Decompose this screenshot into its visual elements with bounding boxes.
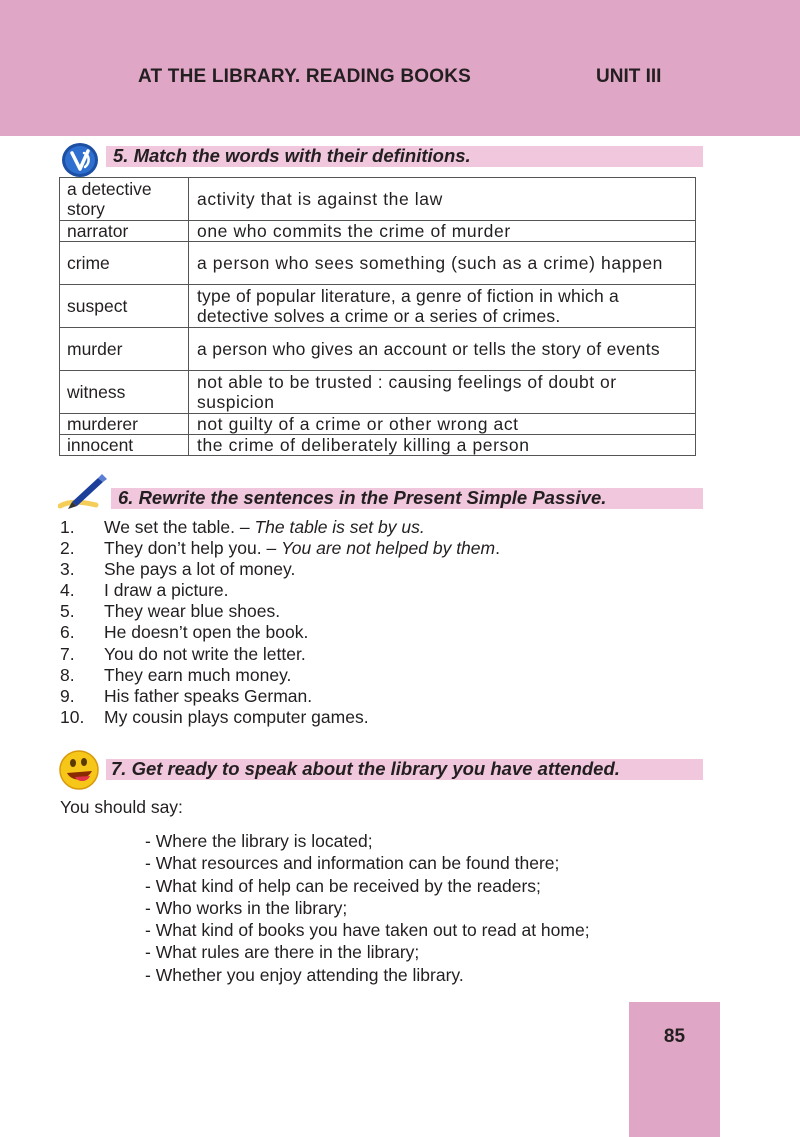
sentence-text: They don’t help you. –	[104, 538, 282, 559]
page-title: AT THE LIBRARY. READING BOOKS	[138, 66, 472, 87]
list-item	[60, 580, 500, 601]
table-row	[60, 221, 696, 242]
sentence-text: I draw a picture.	[104, 580, 229, 601]
speaking-smiley-icon	[58, 749, 102, 796]
sentence-text: He doesn’t open the book.	[104, 622, 309, 643]
word-cell: suspect	[60, 285, 189, 328]
unit-label: UNIT III	[596, 66, 662, 87]
pen-writing-icon	[58, 472, 108, 517]
table-row	[60, 371, 696, 414]
list-item: - Whether you enjoy attending the library.	[145, 964, 464, 985]
word-cell: crime	[60, 242, 189, 285]
list-item	[60, 517, 500, 538]
definition-cell: a person who sees something (such as a crime) happen	[189, 242, 696, 285]
list-item: - What resources and information can be found there;	[145, 853, 560, 874]
word-cell: narrator	[60, 221, 189, 242]
list-item	[60, 601, 500, 622]
task-7-title: 7. Get ready to speak about the library you have attended.	[111, 758, 620, 779]
list-item: - What kind of help can be received by the readers;	[145, 875, 541, 896]
word-cell: murder	[60, 328, 189, 371]
list-item: - Where the library is located;	[145, 831, 373, 851]
table-row	[60, 178, 696, 221]
definition-cell: activity that is against the law	[189, 178, 696, 221]
matching-table	[59, 177, 696, 456]
definition-cell: not guilty of a crime or other wrong act	[189, 414, 696, 435]
sentence-list	[60, 517, 500, 728]
definition-cell: a person who gives an account or tells the story of events	[189, 328, 696, 371]
word-cell: murderer	[60, 414, 189, 435]
task-7-intro: You should say:	[60, 797, 183, 817]
item-number: 9.	[60, 685, 75, 706]
item-number: 6.	[60, 622, 75, 643]
sentence-text: My cousin plays computer games.	[104, 706, 369, 727]
list-item	[60, 538, 500, 559]
definition-cell: the crime of deliberately killing a person	[189, 435, 696, 456]
definition-cell: not able to be trusted : causing feelings of doubt or suspicion	[189, 371, 696, 414]
list-item	[60, 622, 500, 643]
item-number: 5.	[60, 601, 75, 622]
list-item	[60, 686, 500, 707]
page-number-box	[629, 1002, 720, 1137]
sentence-tail: .	[495, 538, 500, 559]
sample-answer: The table is set by us.	[254, 517, 425, 537]
item-number: 10.	[60, 706, 85, 727]
table-row	[60, 435, 696, 456]
item-number: 8.	[60, 664, 75, 685]
sentence-text: She pays a lot of money.	[104, 559, 296, 580]
sentence-text: You do not write the letter.	[104, 643, 306, 664]
table-row	[60, 242, 696, 285]
item-number: 1.	[60, 517, 75, 537]
list-item: - What rules are there in the library;	[145, 942, 420, 963]
list-item: - What kind of books you have taken out to read at home;	[145, 920, 590, 941]
table-row	[60, 414, 696, 435]
word-cell: witness	[60, 371, 189, 414]
item-number: 7.	[60, 643, 75, 664]
speaking-points-list	[145, 830, 590, 986]
table-row	[60, 328, 696, 371]
task-5-title: 5. Match the words with their definitions.	[113, 145, 471, 166]
list-item: - Who works in the library;	[145, 897, 348, 918]
table-row	[60, 285, 696, 328]
word-cell: innocent	[60, 435, 189, 456]
item-number: 3.	[60, 559, 75, 580]
word-cell: a detective story	[60, 178, 189, 221]
definition-cell: one who commits the crime of murder	[189, 221, 696, 242]
sentence-text: They earn much money.	[104, 664, 292, 685]
list-item	[60, 559, 500, 580]
page-number: 85	[663, 1026, 686, 1047]
task-6-title: 6. Rewrite the sentences in the Present Simple Passive.	[118, 487, 607, 508]
sentence-text: We set the table. –	[104, 517, 255, 537]
list-item	[60, 665, 500, 686]
sentence-text: They wear blue shoes.	[104, 601, 281, 622]
sample-answer: You are not helped by them	[281, 538, 496, 559]
definition-cell: type of popular literature, a genre of fiction in which a detective solves a crime or a series of crimes.	[189, 285, 696, 328]
item-number: 4.	[60, 580, 75, 601]
sentence-text: His father speaks German.	[104, 685, 313, 706]
list-item	[60, 644, 500, 665]
item-number: 2.	[60, 538, 75, 559]
list-item	[60, 707, 500, 728]
